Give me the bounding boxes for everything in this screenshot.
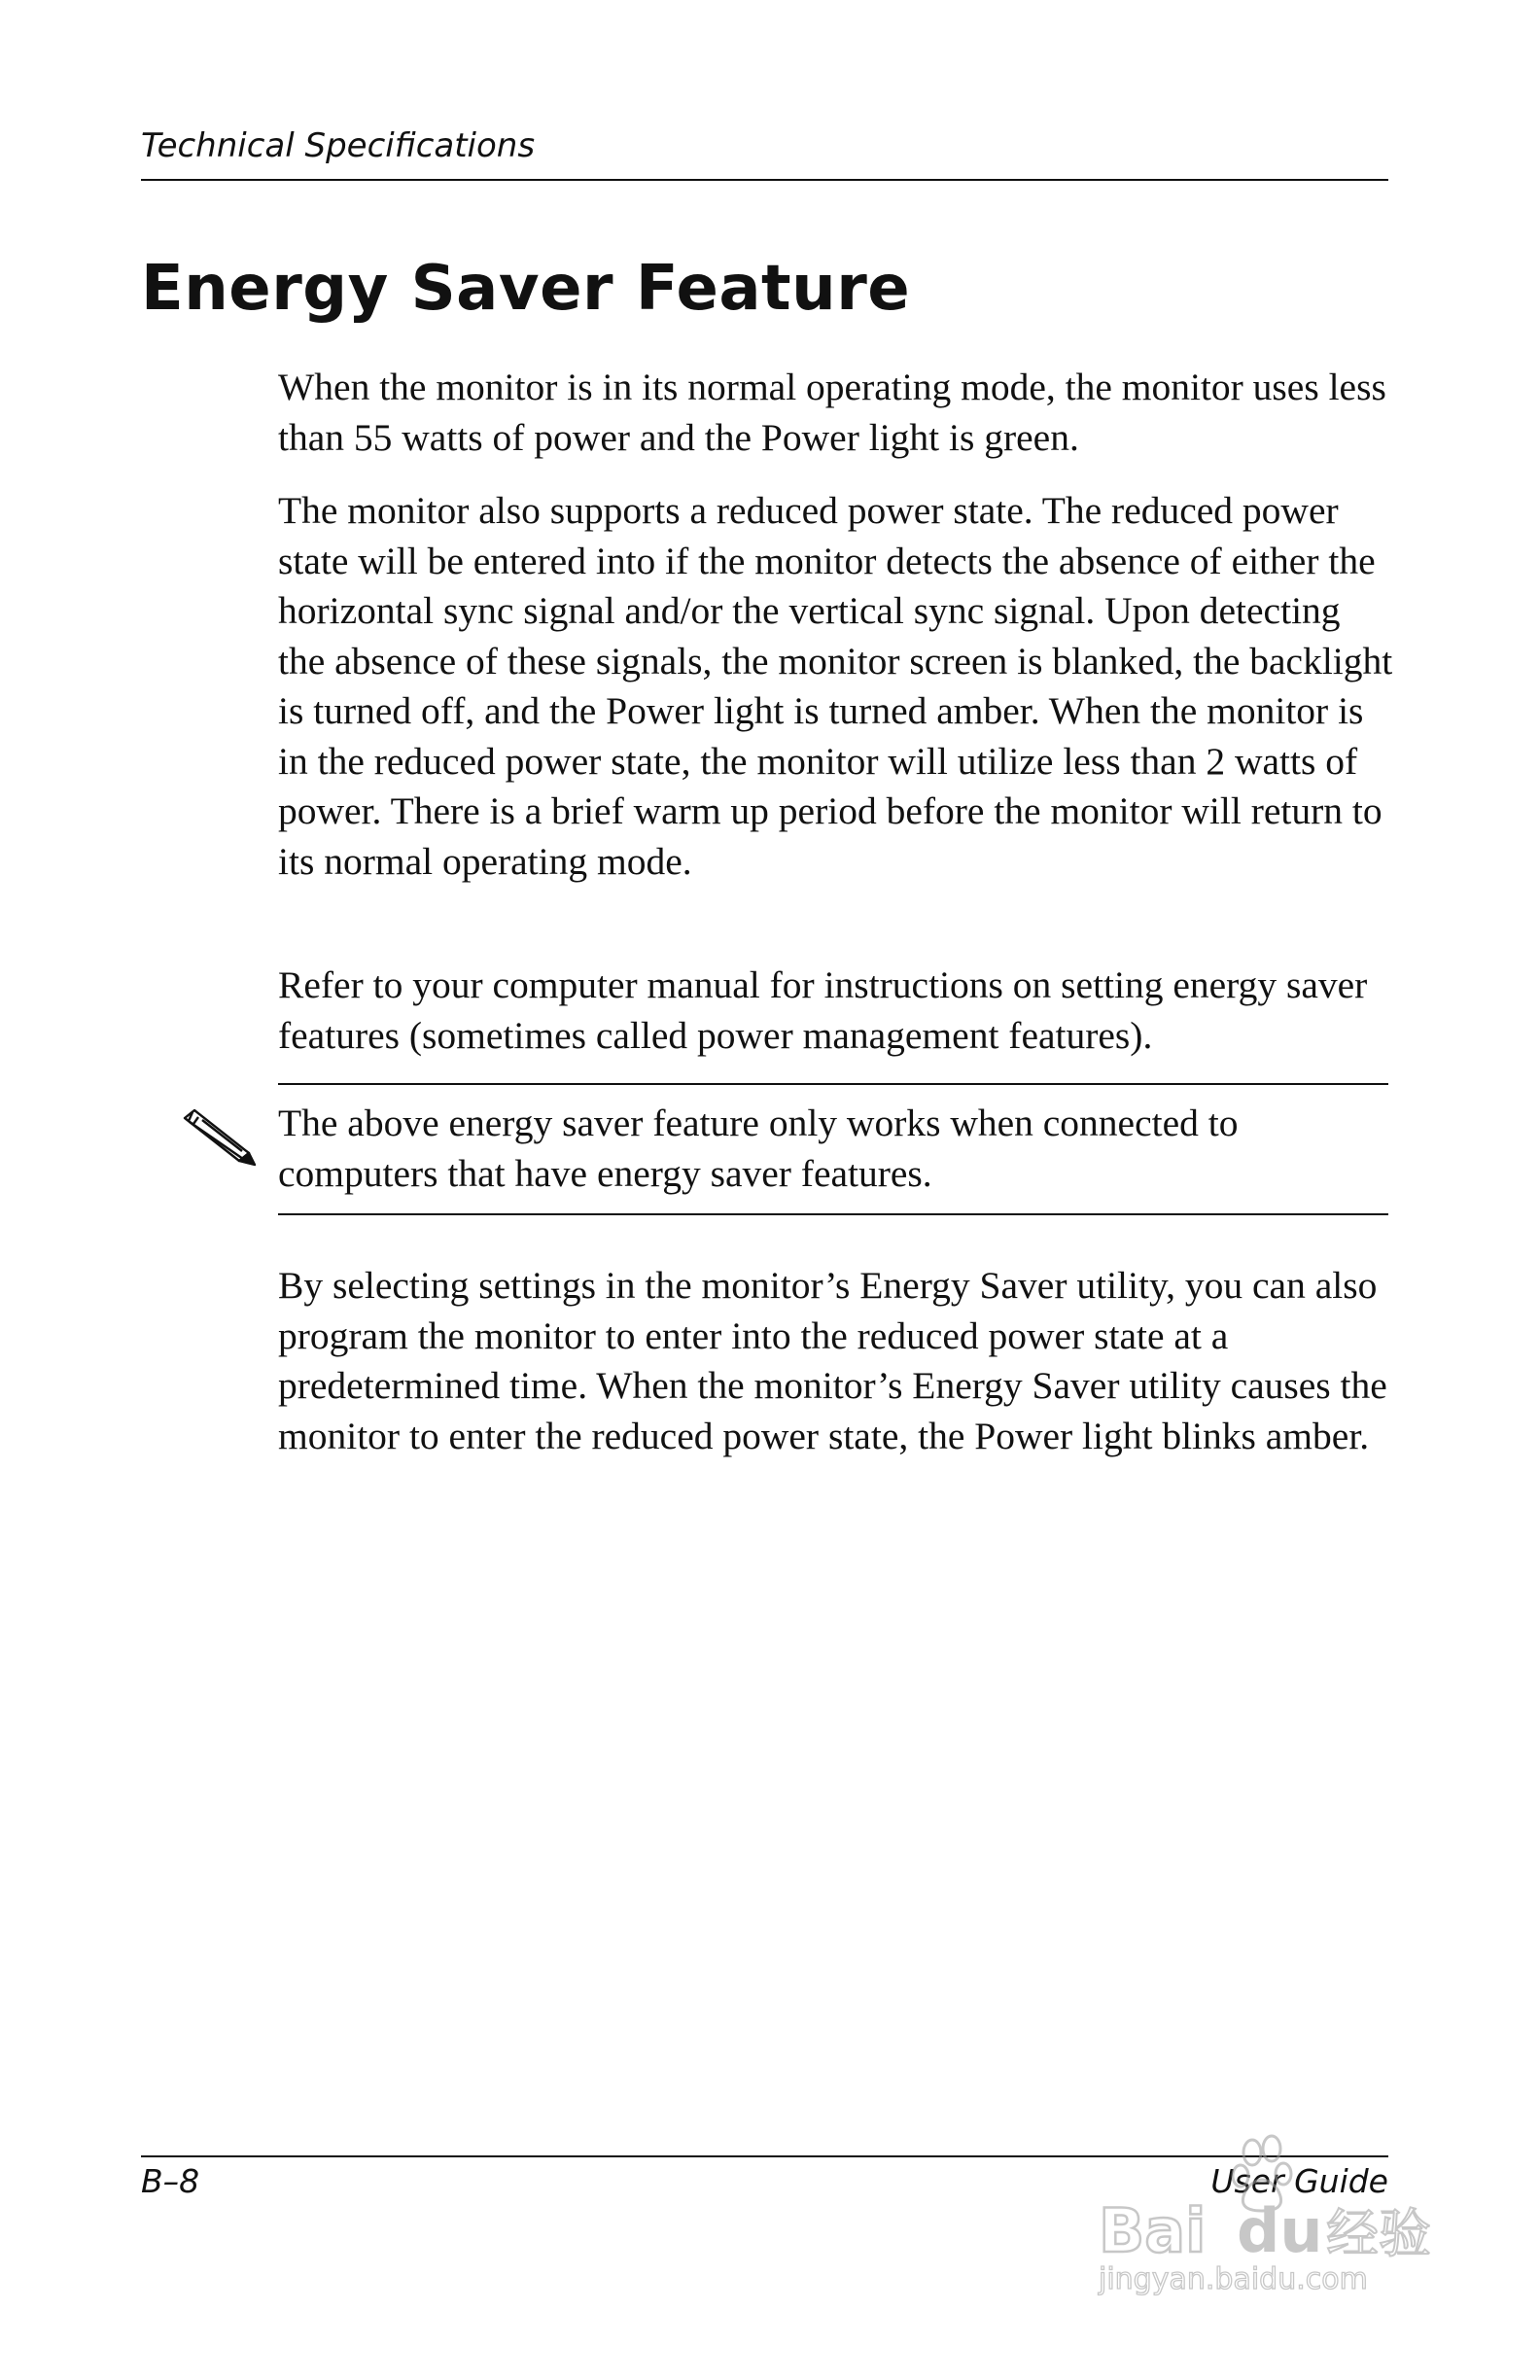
running-header: Technical Specifications bbox=[141, 126, 536, 165]
body-paragraph-refer-manual: Refer to your computer manual for instructions on setting energy saver features (sometimes called power management features). bbox=[278, 963, 1368, 1057]
svg-text:du: du bbox=[1237, 2195, 1323, 2266]
pencil-note-icon bbox=[181, 1108, 264, 1167]
header-rule bbox=[141, 179, 1388, 181]
note-text: The above energy saver feature only works when connected to computers that have energy saver features. bbox=[278, 1102, 1239, 1195]
note-rule-bottom bbox=[278, 1213, 1388, 1215]
note-rule-top bbox=[278, 1083, 1388, 1085]
body-paragraph-energy-saver-utility: By selecting settings in the monitor’s Energy Saver utility, you can also program the monitor to enter into the reduced power state at a predetermined time. When the monitor’s Energy Saver utility causes the monitor to enter the reduced power state, the Power light blinks amber. bbox=[278, 1264, 1387, 1457]
body-paragraph-normal-mode: When the monitor is in its normal operating mode, the monitor uses less than 55 watts of power and the Power light is green. bbox=[278, 366, 1386, 459]
footer-document-title: User Guide bbox=[1210, 2162, 1388, 2200]
svg-text:jingyan.baidu.com: jingyan.baidu.com bbox=[1099, 2262, 1368, 2296]
svg-text:经验: 经验 bbox=[1326, 2203, 1431, 2264]
section-title: Energy Saver Feature bbox=[141, 253, 911, 325]
baidu-watermark-logo bbox=[1081, 2131, 1441, 2296]
page-number: B–8 bbox=[141, 2162, 200, 2200]
svg-text:Bai: Bai bbox=[1099, 2195, 1207, 2266]
body-paragraph-reduced-power: The monitor also supports a reduced power state. The reduced power state will be entered into if the monitor detects the absence of either the horizontal sync signal and/or the vertical sync signal. Upon detecting the absence of these signals, the monitor screen is blanked, the backlight is turned off, and the Power light is turned amber. When the monitor is in the reduced power state, the monitor will utilize less than 2 watts of power. There is a brief warm up period before the monitor will return to its normal operating mode. bbox=[278, 489, 1393, 883]
